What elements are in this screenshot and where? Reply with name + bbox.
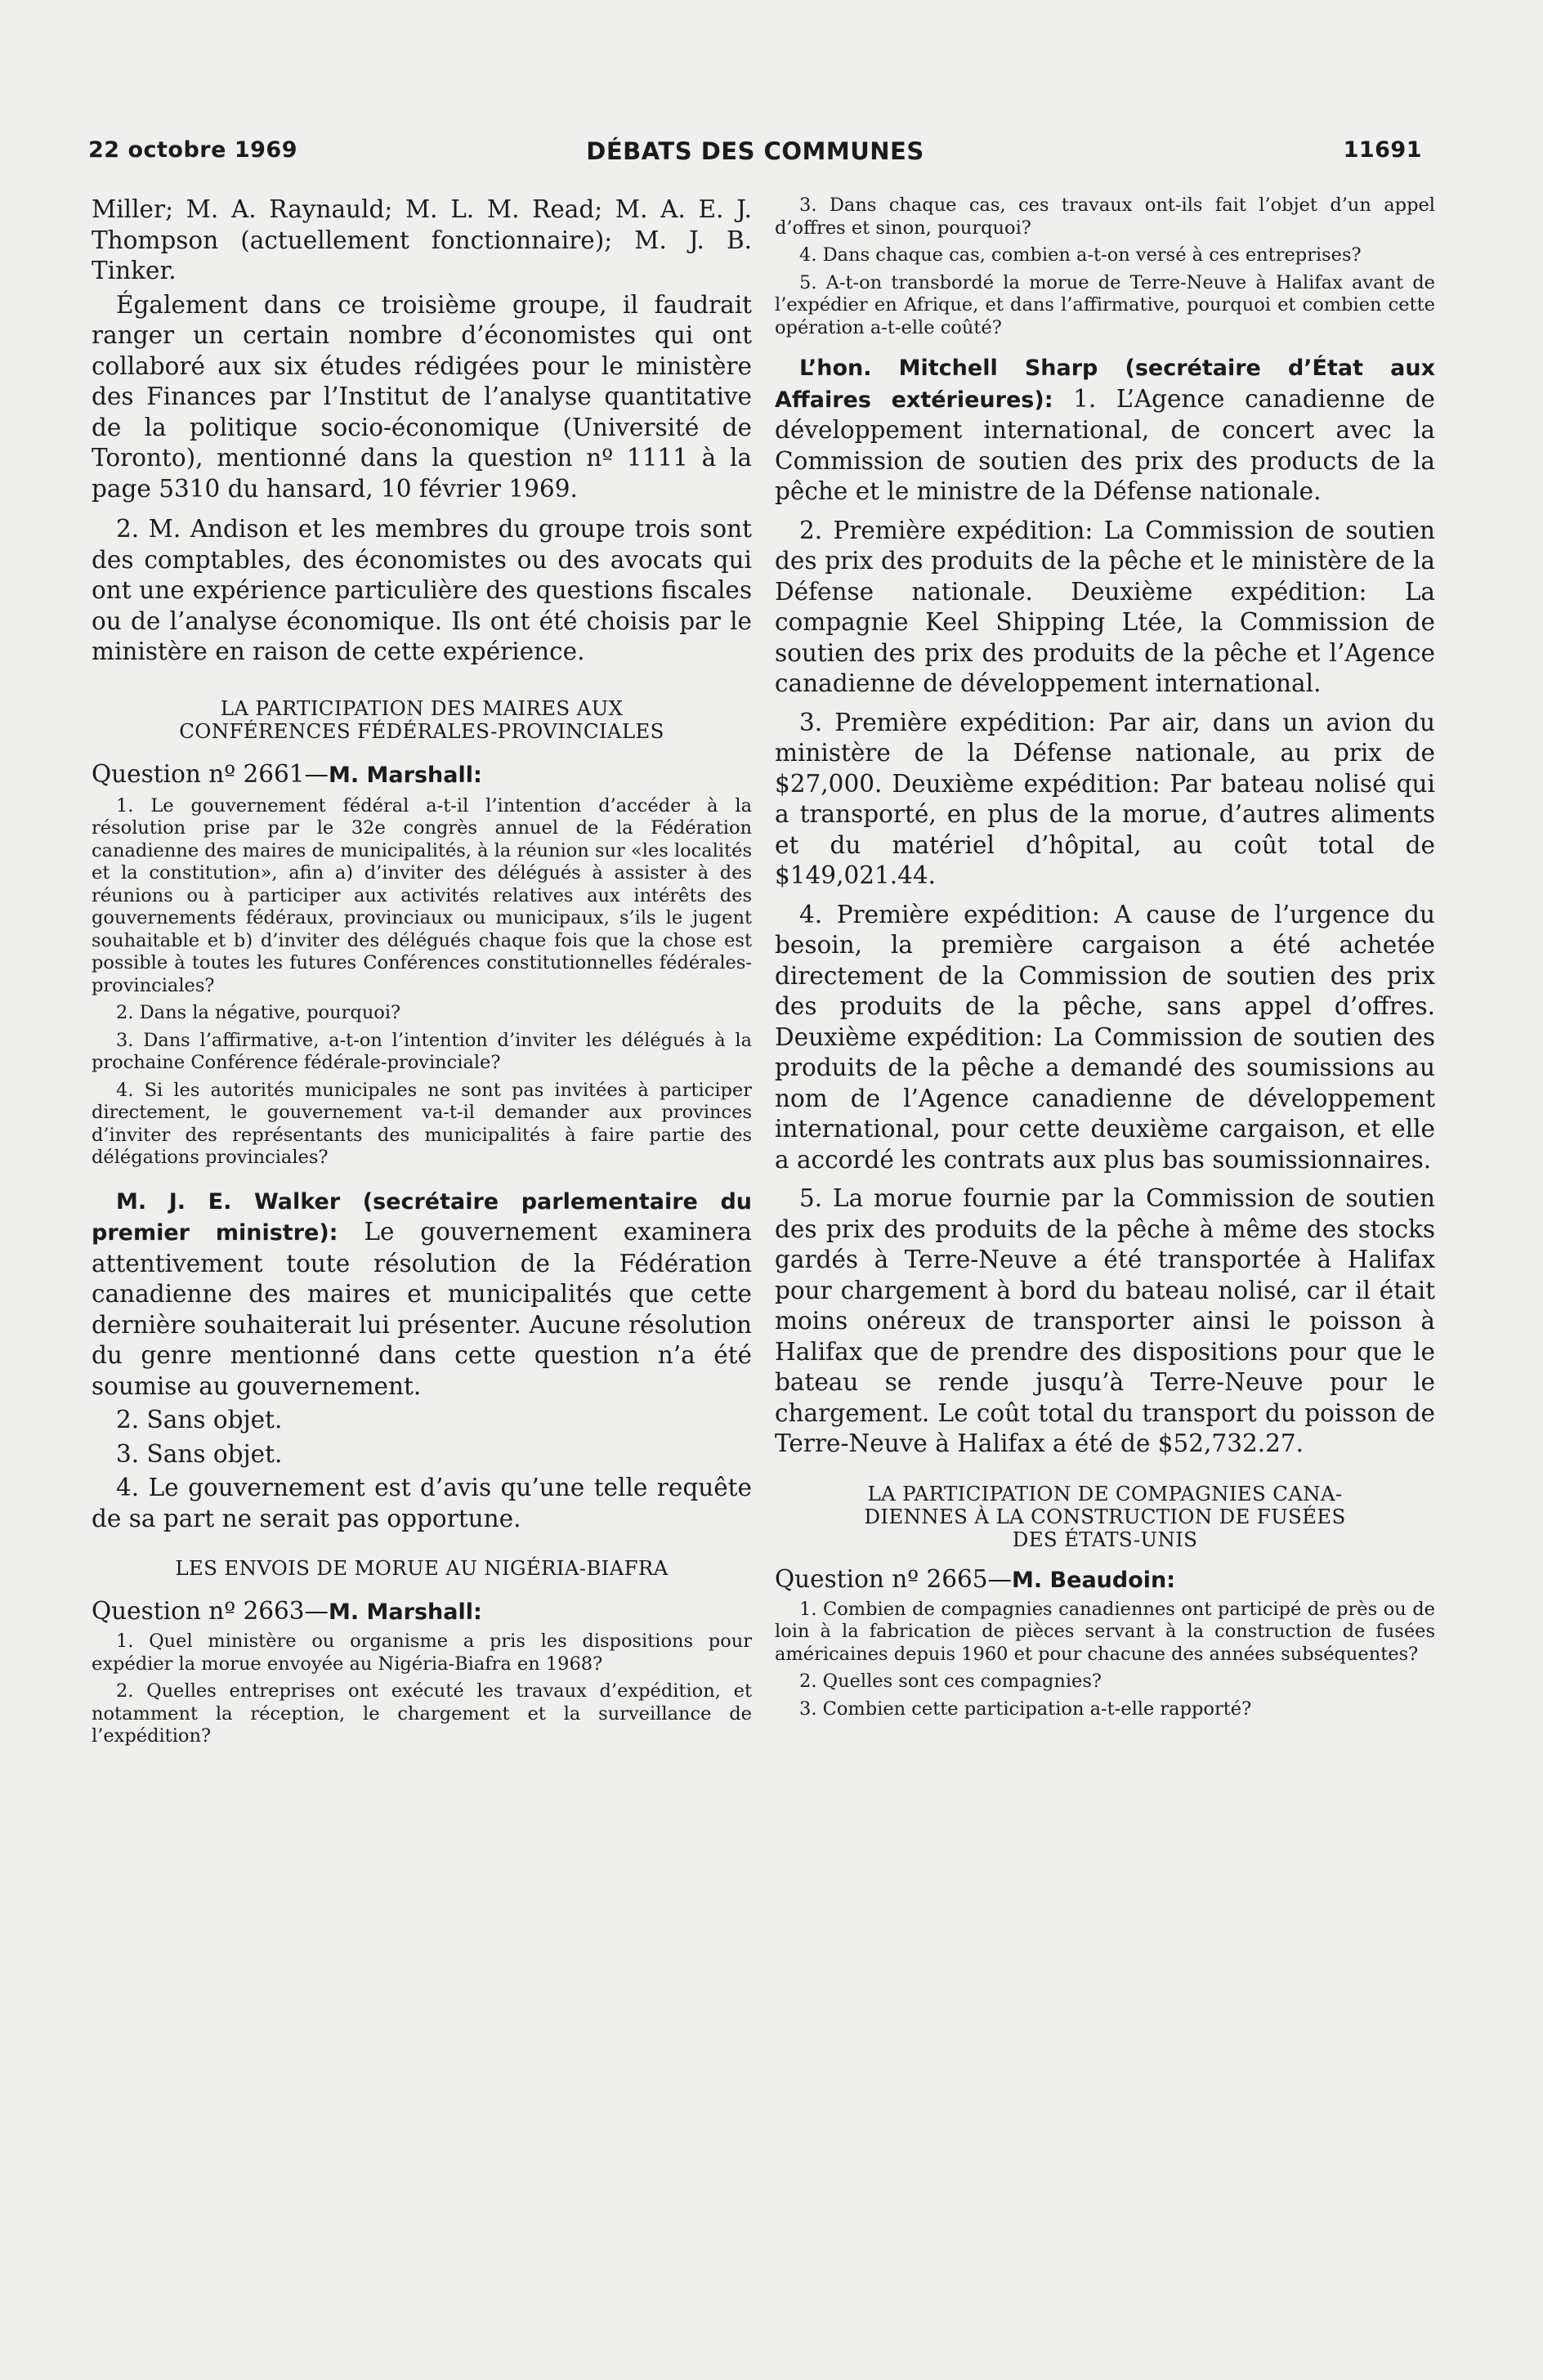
answer-item: 2. Sans objet. bbox=[116, 1406, 283, 1434]
heading-line: DES ÉTATS-UNIS bbox=[1012, 1527, 1198, 1551]
question-item: 3. Combien cette participation a-t-elle rapporté? bbox=[799, 1698, 1252, 1720]
answer-text: Le gouvernement examinera attentivement toute résolution de la Fédération canadienne des maires et municipalités que cette dernière souhaiterait lui présenter. Aucune résolution du genre mentionné dans cette question n’a été soumise au gouvernement. bbox=[92, 1218, 753, 1400]
paragraph: Également dans ce troisième groupe, il faudrait ranger un certain nombre d’économistes qui ont collaboré aux six études rédigées pour le ministère des Finances par l’Institut de l’analyse quantitative de la politique socio-économique (Université de Toronto), mentionné dans la question nº 1111 à la page 5310 du hansard, 10 février 1969. bbox=[92, 290, 752, 503]
left-column bbox=[92, 195, 752, 1748]
right-column bbox=[775, 195, 1435, 1720]
heading-line: DIENNES À LA CONSTRUCTION DE FUSÉES bbox=[864, 1504, 1346, 1528]
question-number: Question nº 2661— bbox=[92, 759, 329, 788]
header-date: 22 octobre 1969 bbox=[88, 137, 297, 163]
answer-item: 4. Première expédition: A cause de l’urgence du besoin, la première cargaison a été achetée directement de la Commission de soutien des prix des produits de la pêche, sans appel d’offres. Deuxième expédition: La Commission de soutien des produits de la pêche a demandé des soumissions au nom de l’Agence canadienne de développement international, pour cette deuxième cargaison, et elle a accordé les contrats aux plus bas soumissionnaires. bbox=[775, 900, 1435, 1174]
answer-item: 3. Sans objet. bbox=[116, 1439, 283, 1468]
question-author: M. Marshall: bbox=[329, 762, 482, 788]
question-author: M. Marshall: bbox=[329, 1599, 482, 1625]
heading-line: LA PARTICIPATION DE COMPAGNIES CANA- bbox=[867, 1481, 1343, 1505]
question-item: 1. Le gouvernement fédéral a-t-il l’intention d’accéder à la résolution prise par le 32e congrès annuel de la Fédération canadienne des maires de municipalités, à la réunion sur «les localités et la constitution», afin a) d’inviter des délégués à assister à des réunions ou à participer aux activités relatives aux intérêts des gouvernements fédéraux, provinciaux ou municipaux, s’ils le jugent souhaitable et b) d’inviter des délégués chaque fois que la chose est possible à toutes les futures Conférences constitutionnelles fédérales-provinciales? bbox=[92, 794, 752, 996]
answer-speaker: L’hon. Mitchell Sharp (secrétaire d’État aux Affaires extérieures): bbox=[775, 356, 1435, 413]
question-item: 1. Combien de compagnies canadiennes ont participé de près ou de loin à la fabrication de pièces servant à la construction de fusées américaines depuis 1960 et pour chacune des années subséquentes? bbox=[775, 1598, 1435, 1665]
section-heading: LES ENVOIS DE MORUE AU NIGÉRIA-BIAFRA bbox=[175, 1556, 669, 1580]
question-number: Question nº 2665— bbox=[775, 1564, 1013, 1593]
question-item: 4. Si les autorités municipales ne sont pas invitées à participer directement, le gouvernement va-t-il demander aux provinces d’inviter des représentants des municipalités à faire partie des délégations provinciales? bbox=[92, 1079, 752, 1168]
answer-item: 3. Première expédition: Par air, dans un avion du ministère de la Défense nationale, au prix de $27,000. Deuxième expédition: Par bateau nolisé qui a transporté, en plus de la morue, d’autres aliments et du matériel d’hôpital, au coût total de $149,021.44. bbox=[775, 708, 1435, 889]
answer-item: 2. Première expédition: La Commission de soutien des prix des produits de la pêche et le ministère de la Défense nationale. Deuxième expédition: La compagnie Keel Shipping Ltée, la Commission de soutien des prix des produits de la pêche et l’Agence canadienne de développement international. bbox=[775, 516, 1435, 697]
question-author: M. Beaudoin: bbox=[1012, 1567, 1176, 1593]
answer-paragraph bbox=[92, 1186, 752, 1402]
question-item: 1. Quel ministère ou organisme a pris les dispositions pour expédier la morue envoyée au Nigéria-Biafra en 1968? bbox=[92, 1631, 752, 1675]
question-label bbox=[92, 1596, 752, 1627]
answer-speaker: M. J. E. Walker (secrétaire parlementaire du premier ministre): bbox=[92, 1188, 752, 1246]
header-title: DÉBATS DES COMMUNES bbox=[586, 137, 924, 165]
paragraph: Miller; M. A. Raynauld; M. L. M. Read; M. A. E. J. Thompson (actuellement fonctionnaire); M. J. B. Tinker. bbox=[92, 195, 752, 284]
question-label bbox=[92, 759, 752, 790]
page-header bbox=[88, 137, 1422, 170]
question-item: 3. Dans l’affirmative, a-t-on l’intention d’inviter les délégués à la prochaine Conférence fédérale-provinciale? bbox=[92, 1029, 752, 1073]
answer-text: 1. L’Agence canadienne de développement international, de concert avec la Commission de soutien des prix des products de la pêche et le ministre de la Défense nationale. bbox=[775, 384, 1435, 505]
section-heading bbox=[775, 1483, 1435, 1551]
question-item: 2. Quelles sont ces compagnies? bbox=[799, 1671, 1102, 1692]
question-item: 5. A-t-on transbordé la morue de Terre-Neuve à Halifax avant de l’expédier en Afrique, et dans l’affirmative, pourquoi et combien cette opération a-t-elle coûté? bbox=[775, 271, 1435, 338]
question-item: 4. Dans chaque cas, combien a-t-on versé à ces entreprises? bbox=[799, 244, 1362, 266]
paragraph: 2. M. Andison et les membres du groupe trois sont des comptables, des économistes ou des avocats qui ont une expérience particulière des questions fiscales ou de l’analyse économique. Ils ont été choisis par le ministère en raison de cette expérience. bbox=[92, 515, 752, 665]
answer-item: 4. Le gouvernement est d’avis qu’une telle requête de sa part ne serait pas opportune. bbox=[92, 1474, 752, 1532]
question-number: Question nº 2663— bbox=[92, 1597, 329, 1625]
answer-item: 5. La morue fournie par la Commission de soutien des prix des produits de la pêche à même des stocks gardés à Terre-Neuve a été transportée à Halifax pour chargement à bord du bateau nolisé, car il était moins onéreux de transporter ainsi le poisson à Halifax que de prendre des dispositions pour que le bateau se rende jusqu’à Terre-Neuve pour le chargement. Le coût total du transport du poisson de Terre-Neuve à Halifax a été de $52,732.27. bbox=[775, 1184, 1435, 1457]
question-item: 2. Quelles entreprises ont exécuté les travaux d’expédition, et notamment la réception, le chargement et la surveillance de l’expédition? bbox=[92, 1680, 752, 1747]
question-item: 2. Dans la négative, pourquoi? bbox=[116, 1002, 401, 1023]
heading-line: CONFÉRENCES FÉDÉRALES-PROVINCIALES bbox=[179, 718, 664, 743]
answer-paragraph bbox=[775, 352, 1435, 508]
question-item: 3. Dans chaque cas, ces travaux ont-ils fait l’objet d’un appel d’offres et sinon, pourquoi? bbox=[775, 195, 1435, 239]
header-page-number: 11691 bbox=[1343, 137, 1422, 163]
heading-line: LA PARTICIPATION DES MAIRES AUX bbox=[220, 696, 624, 720]
section-heading bbox=[92, 697, 752, 743]
question-label bbox=[775, 1564, 1435, 1595]
